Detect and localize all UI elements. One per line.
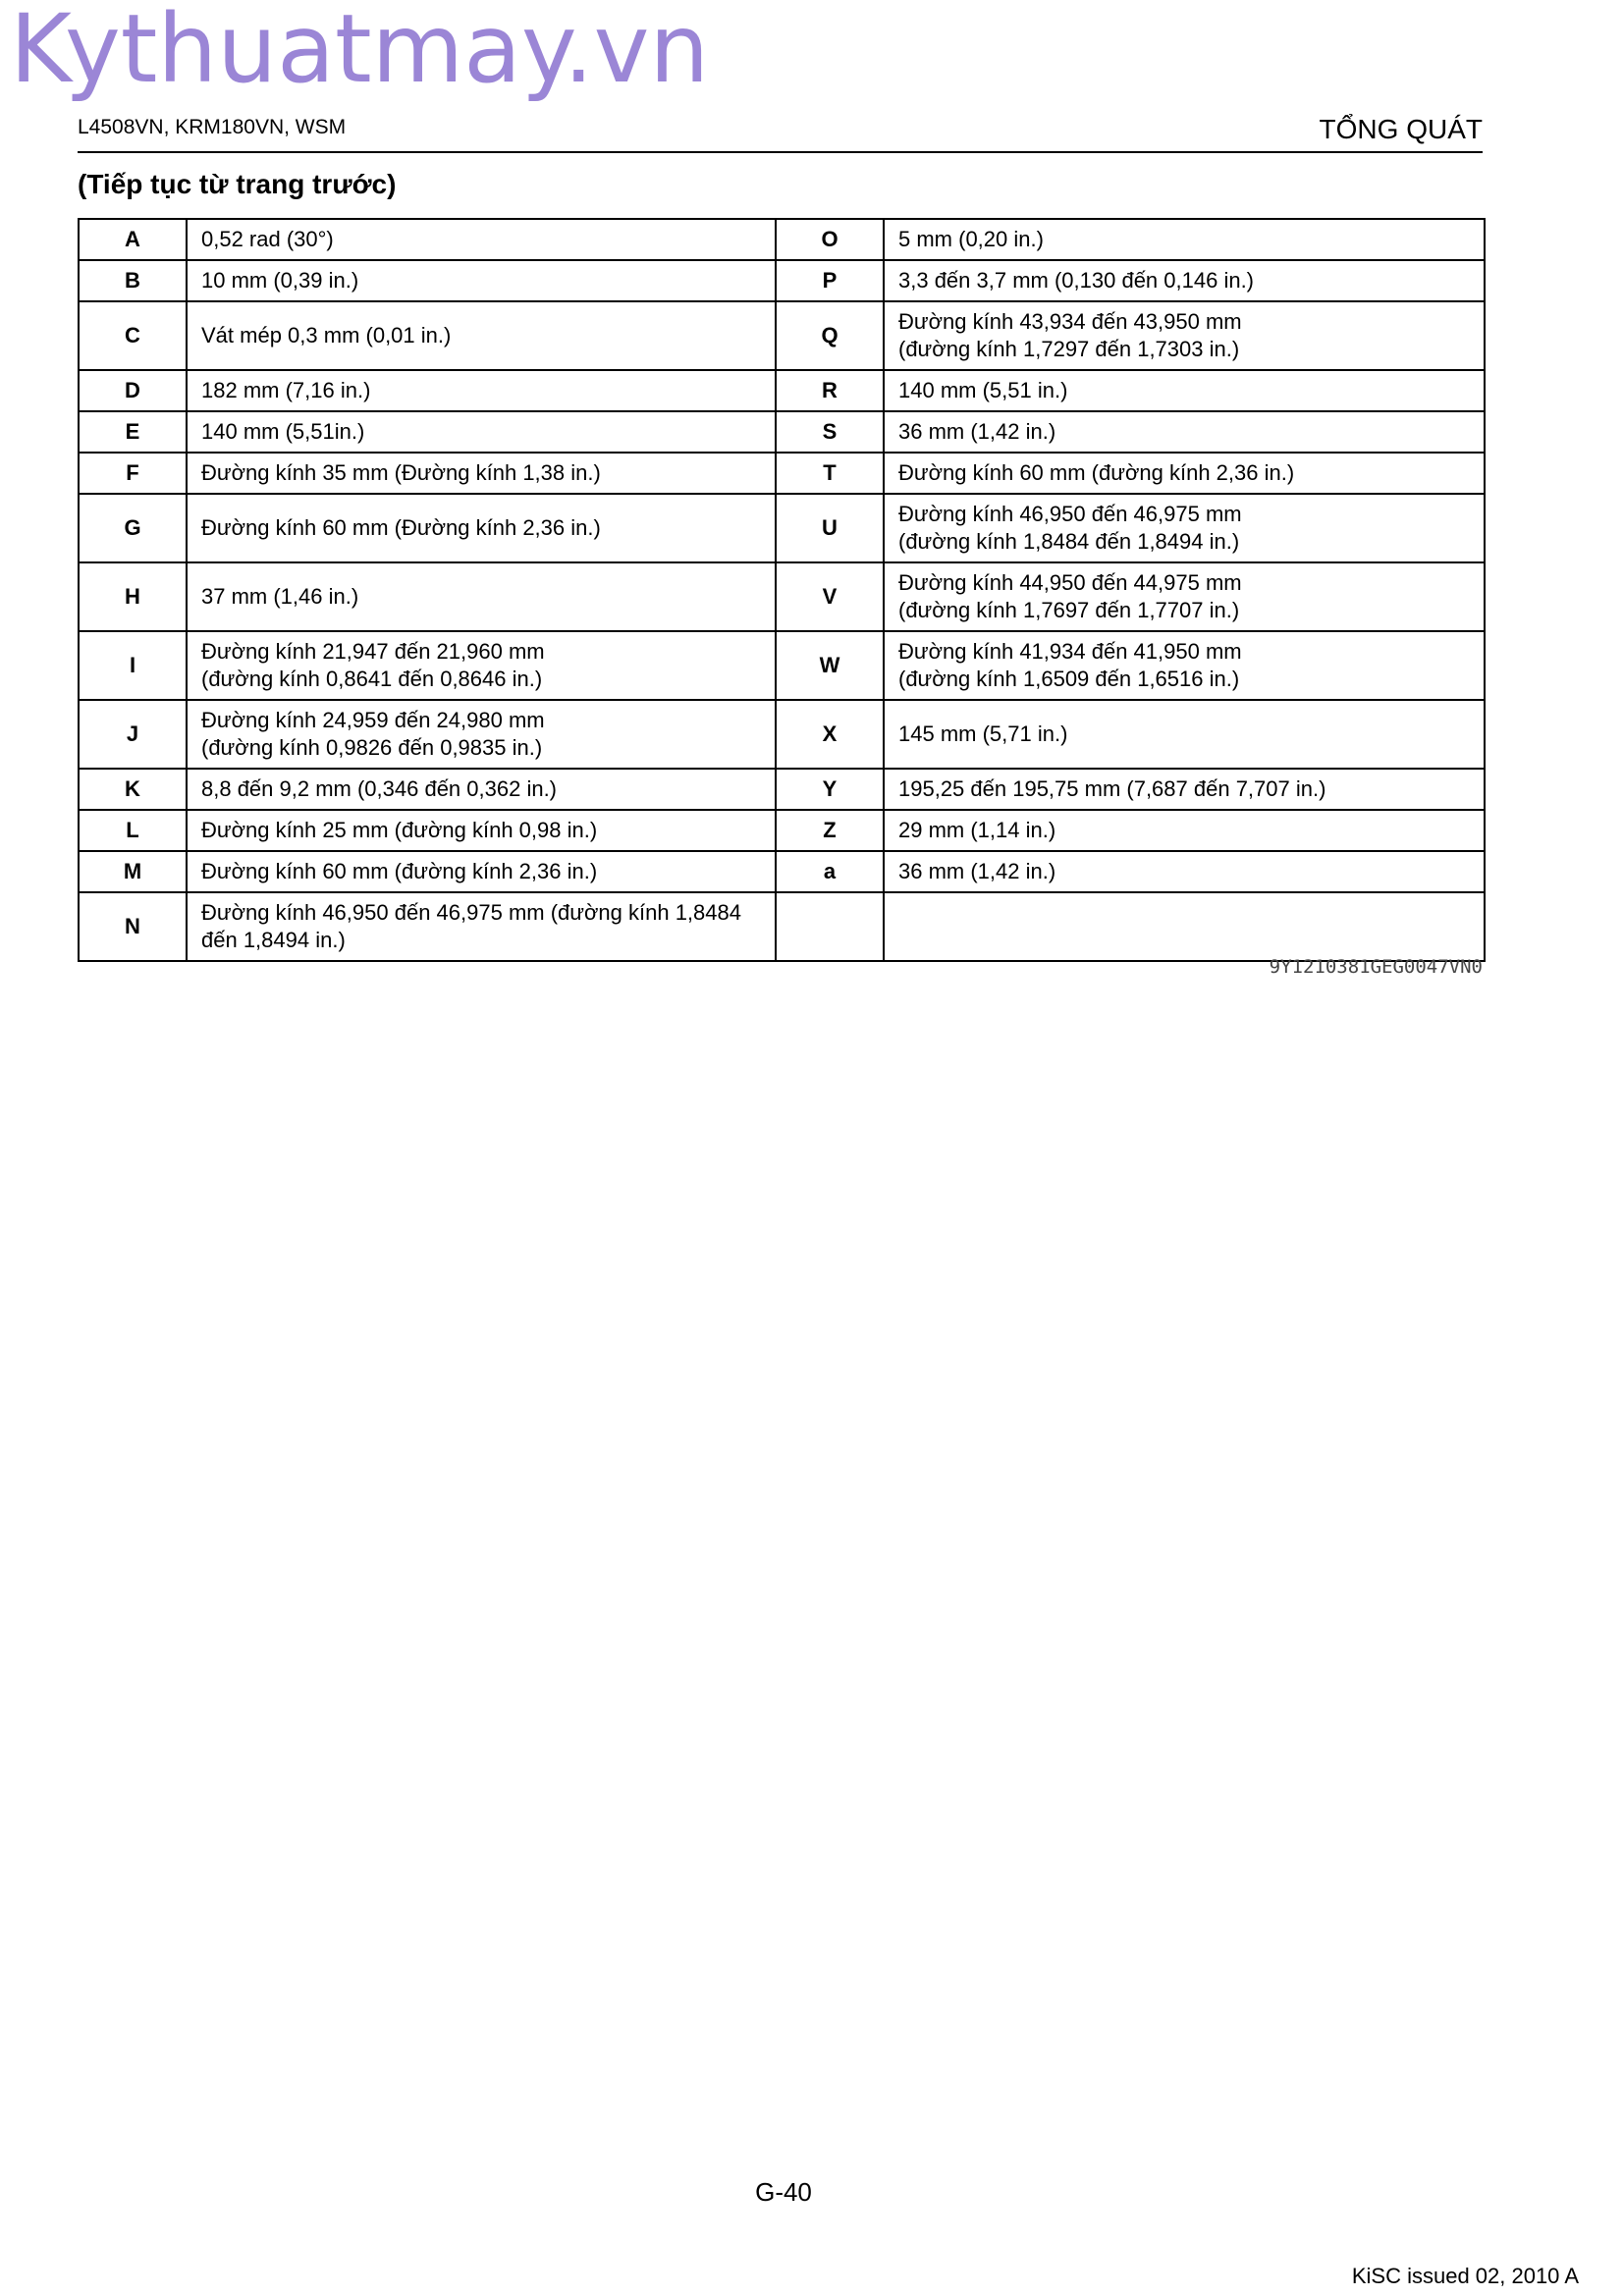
header-section: TỔNG QUÁT: [1319, 114, 1483, 144]
table-row: [79, 453, 1485, 494]
row-letter: P: [776, 260, 884, 301]
row-value: 36 mm (1,42 in.): [884, 851, 1485, 892]
row-value: [884, 892, 1485, 961]
row-value: Đường kính 60 mm (đường kính 2,36 in.): [187, 851, 776, 892]
row-value: Đường kính 41,934 đến 41,950 mm (đường kính 1,6509 đến 1,6516 in.): [884, 631, 1485, 700]
header-models: L4508VN, KRM180VN, WSM: [78, 116, 347, 138]
table-row: [79, 301, 1485, 370]
row-letter: T: [776, 453, 884, 494]
table-row: [79, 411, 1485, 453]
row-value: 195,25 đến 195,75 mm (7,687 đến 7,707 in.): [884, 769, 1485, 810]
row-letter: D: [79, 370, 187, 411]
row-value: Đường kính 46,950 đến 46,975 mm (đường kính 1,8484 đến 1,8494 in.): [884, 494, 1485, 562]
row-letter: H: [79, 562, 187, 631]
row-value: 0,52 rad (30°): [187, 219, 776, 260]
table-row: [79, 769, 1485, 810]
table-row: [79, 260, 1485, 301]
header-rule: [78, 151, 1483, 153]
row-letter: C: [79, 301, 187, 370]
row-value: Đường kính 35 mm (Đường kính 1,38 in.): [187, 453, 776, 494]
row-letter: J: [79, 700, 187, 769]
row-value: 5 mm (0,20 in.): [884, 219, 1485, 260]
row-letter: R: [776, 370, 884, 411]
table-row: [79, 219, 1485, 260]
spec-table-body: [79, 219, 1485, 961]
table-row: [79, 892, 1485, 961]
row-letter: O: [776, 219, 884, 260]
row-value: 140 mm (5,51in.): [187, 411, 776, 453]
page-number: G-40: [755, 2177, 812, 2207]
row-value: Đường kính 24,959 đến 24,980 mm (đường kính 0,9826 đến 0,9835 in.): [187, 700, 776, 769]
row-value: Vát mép 0,3 mm (0,01 in.): [187, 301, 776, 370]
table-row: [79, 700, 1485, 769]
row-letter: M: [79, 851, 187, 892]
row-letter: W: [776, 631, 884, 700]
watermark-logo: Kythuatmay.vn: [10, 0, 710, 104]
row-letter: I: [79, 631, 187, 700]
row-letter: U: [776, 494, 884, 562]
row-value: Đường kính 60 mm (Đường kính 2,36 in.): [187, 494, 776, 562]
document-code: 9Y1210381GEG0047VN0: [1269, 956, 1483, 978]
row-letter: a: [776, 851, 884, 892]
row-value: 145 mm (5,71 in.): [884, 700, 1485, 769]
row-value: Đường kính 25 mm (đường kính 0,98 in.): [187, 810, 776, 851]
row-letter: B: [79, 260, 187, 301]
row-letter: Y: [776, 769, 884, 810]
row-value: 8,8 đến 9,2 mm (0,346 đến 0,362 in.): [187, 769, 776, 810]
row-value: 10 mm (0,39 in.): [187, 260, 776, 301]
row-letter: L: [79, 810, 187, 851]
row-value: Đường kính 60 mm (đường kính 2,36 in.): [884, 453, 1485, 494]
table-row: [79, 810, 1485, 851]
table-row: [79, 494, 1485, 562]
row-letter: S: [776, 411, 884, 453]
issue-note: KiSC issued 02, 2010 A: [1351, 2264, 1579, 2288]
row-letter: V: [776, 562, 884, 631]
spec-table: [78, 218, 1486, 962]
row-value: Đường kính 21,947 đến 21,960 mm (đường kính 0,8641 đến 0,8646 in.): [187, 631, 776, 700]
section-title: (Tiếp tục từ trang trước): [78, 169, 397, 199]
row-letter: G: [79, 494, 187, 562]
row-letter: F: [79, 453, 187, 494]
row-value: 182 mm (7,16 in.): [187, 370, 776, 411]
row-letter: Q: [776, 301, 884, 370]
table-row: [79, 562, 1485, 631]
row-letter: A: [79, 219, 187, 260]
row-value: 37 mm (1,46 in.): [187, 562, 776, 631]
row-letter: E: [79, 411, 187, 453]
row-value: Đường kính 46,950 đến 46,975 mm (đường kính 1,8484 đến 1,8494 in.): [187, 892, 776, 961]
row-letter: Z: [776, 810, 884, 851]
row-letter: N: [79, 892, 187, 961]
row-value: 36 mm (1,42 in.): [884, 411, 1485, 453]
row-letter: X: [776, 700, 884, 769]
table-row: [79, 631, 1485, 700]
row-value: 3,3 đến 3,7 mm (0,130 đến 0,146 in.): [884, 260, 1485, 301]
table-row: [79, 370, 1485, 411]
row-value: 29 mm (1,14 in.): [884, 810, 1485, 851]
row-value: 140 mm (5,51 in.): [884, 370, 1485, 411]
row-letter: K: [79, 769, 187, 810]
row-value: Đường kính 44,950 đến 44,975 mm (đường kính 1,7697 đến 1,7707 in.): [884, 562, 1485, 631]
row-letter: [776, 892, 884, 961]
row-value: Đường kính 43,934 đến 43,950 mm (đường kính 1,7297 đến 1,7303 in.): [884, 301, 1485, 370]
table-row: [79, 851, 1485, 892]
